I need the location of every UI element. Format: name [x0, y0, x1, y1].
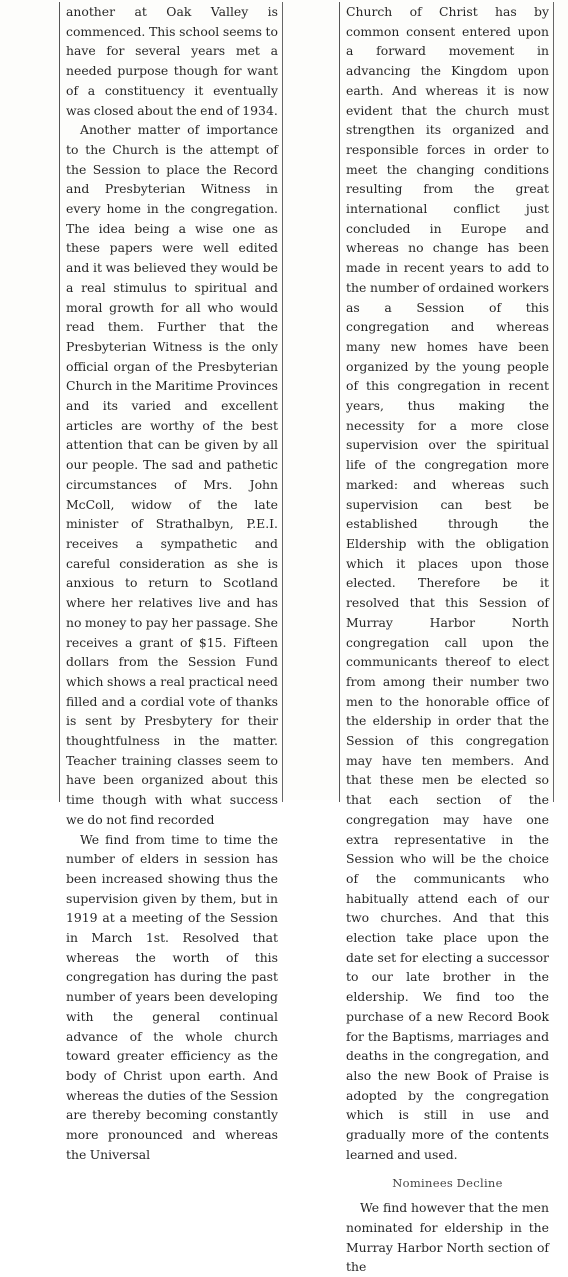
left-column: [59, 2, 283, 1162]
subheading: Nominees Decline: [392, 1176, 503, 1191]
paragraph: Church of Christ has by common consent entered upon a forward movement in advancing the Kingdom upon earth. And whereas it is now evident that the church must strengthen its organized and responsible forces in order to meet the changing conditions resulting from the great international conflict just concluded in Europe and whereas no change has been made in recent years to add to the number of ordained workers as a Session of this congregation and whereas many new homes have been organized by the young people of this congregation in recent years, thus making the necessity for a more close supervision over the spiritual life of the congregation more marked: and whereas such supervision can best be established through the Eldership with the obligation which it places upon those elected. Therefore be it resolved that this Session of Murray Harbor North congregation call upon the communicants thereof to elect from among their number two men to the honorable office of the eldership in order that the Session of this congregation may have ten members. And that these men be elected so that each section of the congregation may have one extra representative in the Session who will be the choice of the communicants who habitually attend each of our two churches. And that this election take place upon the date set for electing a successor to our late brother in the eldership. We find too the purchase of a new Record Book for the Baptisms, marriages and deaths in the congregation, and also the new Book of Praise is adopted by the congregation which is still in use and gradually more of the contents learned and used.: [346, 4, 549, 1162]
paragraph: Another matter of importance to the Church is the attempt of the Session to place the Record and Presbyterian Witness in every home in the congregation. The idea being a wise one as these papers were well edited and it was believed they would be a real stimulus to spiritual and moral growth for all who would read them. Further that the Presbyterian Witness is the only official organ of the Presbyterian Church in the Maritime Provinces and its varied and excellent articles are worthy of the best attention that can be given by all our people. The sad and pathetic circumstances of Mrs. John McColl, widow of the late minister of Strathalbyn, P.E.I. receives a sympathetic and careful consideration as she is anxious to return to Scotland where her relatives live and has no money to pay her passage. She receives a grant of $15. Fifteen dollars from the Session Fund which shows a real practical need filled and a cordial vote of thanks is sent by Presbytery for their thoughtfulness in the matter. Teacher training classes seem to have been organized about this time though with what success we do not find recorded: [66, 122, 279, 827]
paragraph: We find however that the men nominated for eldership in the Murray Harbor North section of the: [346, 1200, 549, 1275]
paragraph: another at Oak Valley is commenced. This school seems to have for several years met a needed purpose though for want of a constituency it eventually was closed about the end of 1934.: [66, 4, 278, 118]
paragraph: We find from time to time the number of elders in session has been increased showing thus the supervision given by them, but in 1919 at a meeting of the Session in March 1st. Resolved that whereas the worth of this congregation has during the past number of years been developing with the general continual advance of the whole church toward greater efficiency as the body of Christ upon earth. And whereas the duties of the Session are thereby becoming constantly more pronounced and whereas the Universal: [66, 831, 278, 1162]
right-column: [339, 2, 554, 1275]
